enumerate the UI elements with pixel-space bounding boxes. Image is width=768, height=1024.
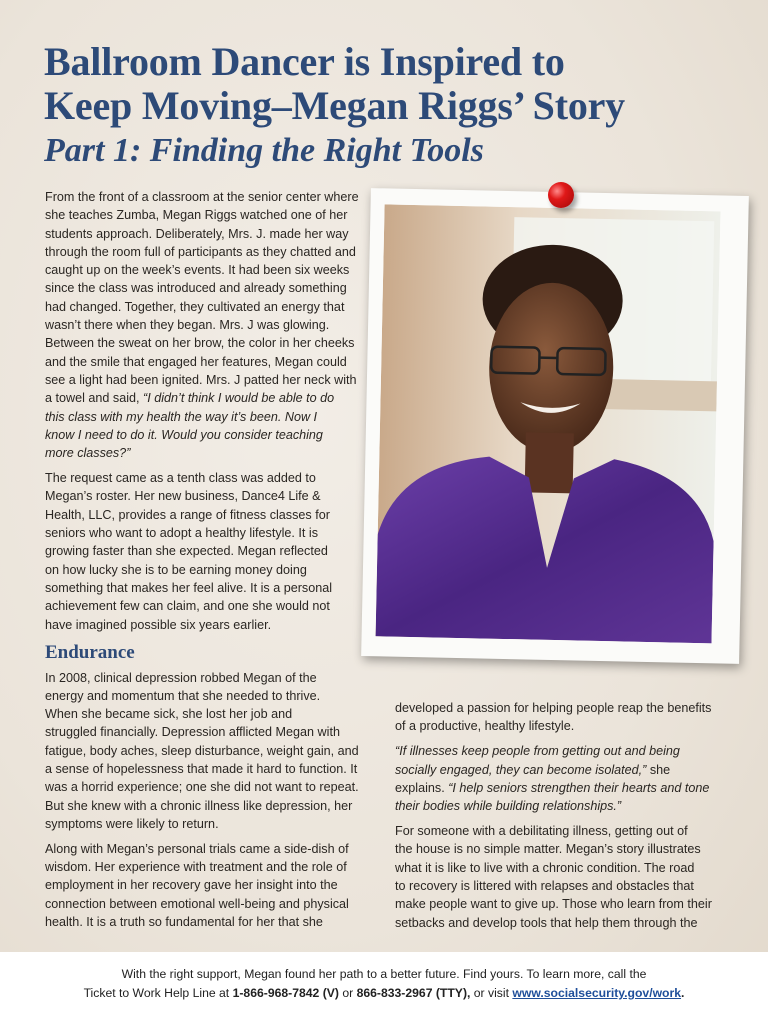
quote-text: their bodies while building relationships.” xyxy=(395,799,622,814)
text-segment: she xyxy=(646,762,671,777)
body-paragraph xyxy=(395,742,712,815)
text-line: through the room full of participants as they chatted and xyxy=(45,244,356,259)
quote-text: more classes?” xyxy=(45,446,131,461)
footer-period: . xyxy=(681,986,685,1000)
body-paragraph xyxy=(395,699,712,736)
text-line xyxy=(45,426,359,444)
red-pushpin-icon xyxy=(548,182,574,208)
right-column xyxy=(395,699,712,939)
body-paragraph xyxy=(45,188,359,462)
text-line: a sense of hopelessness that made it hard to function. It xyxy=(45,761,358,776)
quote-text: socially engaged, they can become isolated,” xyxy=(395,762,647,777)
text-line: what it is like to live with a chronic condition. The road xyxy=(395,860,695,875)
text-line: employment in her recovery gave her insight into the xyxy=(45,878,338,893)
article-subtitle: Part 1: Finding the Right Tools xyxy=(44,132,484,169)
text-line: since the class was introduced and already something xyxy=(45,281,347,296)
text-line: something that makes her feel alive. It is a personal xyxy=(45,580,333,595)
text-line: the house is no simple matter. Megan’s story illustrates xyxy=(395,842,701,857)
quote-text: “If illnesses keep people from getting out and being xyxy=(395,744,680,759)
portrait-image xyxy=(376,204,721,643)
text-line: fatigue, body aches, sleep disturbance, weight gain, and xyxy=(45,743,359,758)
text-line xyxy=(45,389,359,407)
text-line: make people want to give up. Those who learn from their xyxy=(395,897,712,912)
body-paragraph xyxy=(395,822,712,932)
title-line-1: Ballroom Dancer is Inspired to xyxy=(44,39,565,84)
text-line xyxy=(395,761,712,779)
ssa-work-link[interactable]: www.socialsecurity.gov/work xyxy=(512,986,682,1000)
text-line: developed a passion for helping people reap the benefits xyxy=(395,701,712,715)
text-line: seniors who want to adopt a healthy lifestyle. It is xyxy=(45,526,319,541)
footer-line-1: With the right support, Megan found her path to a better future. Find yours. To learn more, call the xyxy=(121,967,647,981)
text-line xyxy=(45,408,359,426)
text-line xyxy=(395,742,712,760)
quote-text: “I help seniors strengthen their hearts and tone xyxy=(448,780,710,795)
body-paragraph xyxy=(45,669,359,834)
text-line: When she became sick, she lost her job and xyxy=(45,707,293,722)
text-line: health. It is a truth so fundamental for her that she xyxy=(45,915,323,930)
footer-prefix: Ticket to Work Help Line at xyxy=(83,986,233,1000)
body-paragraph xyxy=(45,469,359,634)
footer-line-2 xyxy=(0,984,768,1003)
text-line: to recovery is littered with relapses and obstacles that xyxy=(395,879,694,894)
tty-phone-number: 866-833-2967 (TTY), xyxy=(356,986,471,1000)
text-line: caught up on the week’s events. It had been six weeks xyxy=(45,263,350,278)
text-line: symptoms were likely to return. xyxy=(45,816,219,831)
text-line: struggled financially. Depression afflicted Megan with xyxy=(45,725,340,740)
text-line: see a light had been ignited. Mrs. J patted her neck with xyxy=(45,372,357,387)
quote-text: “I didn’t think I would be able to do xyxy=(143,391,335,406)
text-line xyxy=(395,779,712,797)
voice-phone-number: 1-866-968-7842 (V) xyxy=(232,986,339,1000)
text-line: energy and momentum that she needed to thrive. xyxy=(45,688,321,703)
text-line: wasn’t there when they began. Mrs. J was glowing. xyxy=(45,318,330,333)
portrait-photo xyxy=(361,188,749,664)
section-heading: Endurance xyxy=(45,641,135,663)
text-line: setbacks and develop tools that help them through the xyxy=(395,915,698,930)
quote-text: this class with my health the way it’s been. Now I xyxy=(45,409,318,424)
text-line xyxy=(45,444,359,462)
text-line: have imagined possible six years earlier. xyxy=(45,617,272,632)
title-line-2: Keep Moving–Megan Riggs’ Story xyxy=(44,83,625,128)
text-line xyxy=(395,797,712,815)
text-line: of a productive, healthy lifestyle. xyxy=(395,719,575,734)
quote-text: know I need to do it. Would you consider teaching xyxy=(45,427,323,442)
article-title xyxy=(44,40,625,128)
text-line: Between the sweat on her brow, the color in her cheeks xyxy=(45,336,355,351)
text-line: But she knew with a chronic illness like depression, her xyxy=(45,798,353,813)
footer-visit: or visit xyxy=(470,986,513,1000)
body-paragraph xyxy=(45,840,359,931)
text-line: From the front of a classroom at the senior center where xyxy=(45,190,359,204)
text-line: wisdom. Her experience with treatment and the role of xyxy=(45,860,347,875)
text-line: growing faster than she expected. Megan reflected xyxy=(45,544,328,559)
text-line: connection between emotional well-being and physical xyxy=(45,896,349,911)
text-line: she teaches Zumba, Megan Riggs watched one of her xyxy=(45,208,348,223)
text-line: and the smile that engaged her features, Megan could xyxy=(45,354,347,369)
text-line: had changed. Together, they cultivated an energy that xyxy=(45,299,345,314)
text-line: was a horrid experience; one she did not want to repeat. xyxy=(45,780,359,795)
text-line: on how lucky she is to be earning money doing xyxy=(45,562,307,577)
text-line: achievement few can claim, and one she would not xyxy=(45,599,330,614)
text-segment: a towel and said, xyxy=(45,391,144,406)
text-line: The request came as a tenth class was added to xyxy=(45,471,316,486)
text-line: students approach. Deliberately, Mrs. J. made her way xyxy=(45,226,349,241)
text-segment: explains. xyxy=(395,780,449,795)
text-line: Megan’s roster. Her new business, Dance4 Life & xyxy=(45,489,321,504)
text-line: For someone with a debilitating illness, getting out of xyxy=(395,824,688,839)
footer-banner xyxy=(0,952,768,1024)
text-line: Health, LLC, provides a range of fitness classes for xyxy=(45,507,330,522)
left-column xyxy=(45,188,359,938)
footer-or: or xyxy=(338,986,357,1000)
text-line: In 2008, clinical depression robbed Megan of the xyxy=(45,670,317,685)
text-line: Along with Megan’s personal trials came a side-dish of xyxy=(45,841,349,856)
